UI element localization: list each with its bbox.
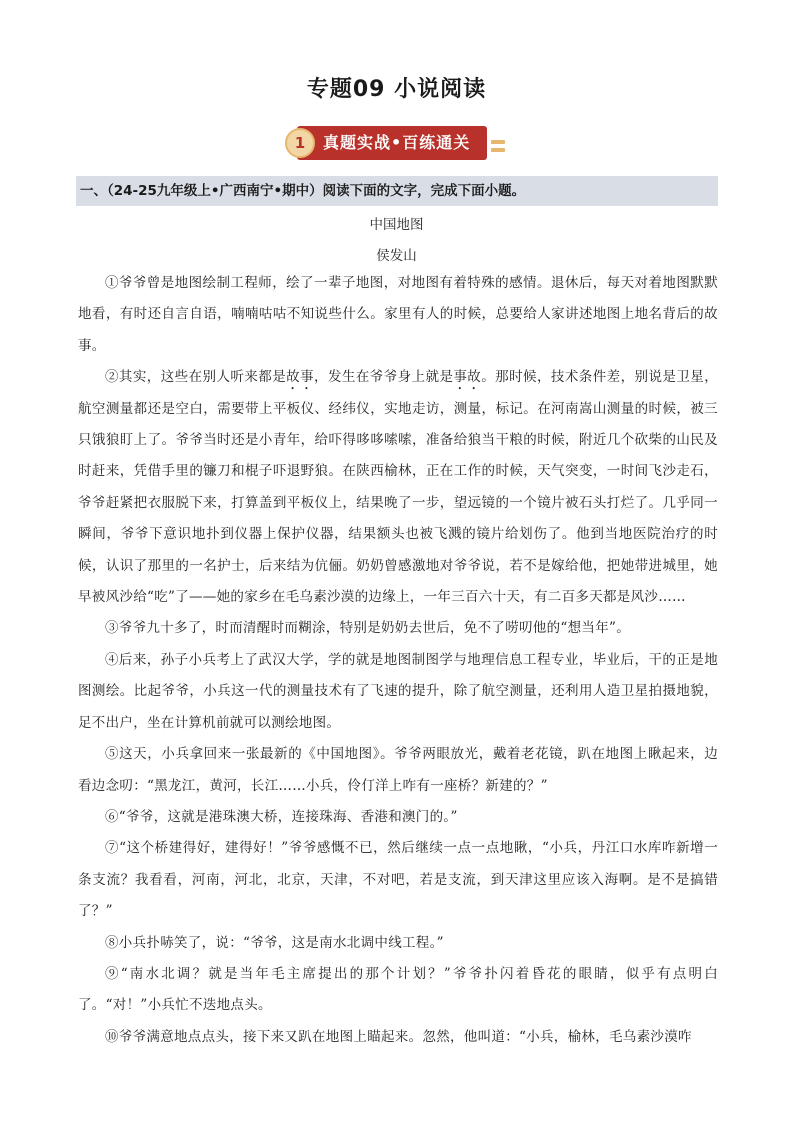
paragraph-6: ⑥“爷爷，这就是港珠澳大桥，连接珠海、香港和澳门的。” <box>105 808 458 825</box>
story-title: 中国地图 <box>369 217 424 233</box>
paragraph-1: ①爷爷曾是地图绘制工程师，绘了一辈子地图，对地图有着特殊的感情。退休后，每天对着地图默默地看，有时还自言自语，喃喃咕咕不知说些什么。家里有人的时候，总要给人家讲述地图上地名背后的故事。 <box>78 275 718 354</box>
paragraph-3: ③爷爷九十多了，时而清醒时而糊涂，特别是奶奶去世后，免不了唠叨他的“想当年”。 <box>105 620 631 637</box>
emphasized-word: 事故 <box>453 369 482 386</box>
section-banner <box>285 124 513 162</box>
story-author: 侯发山 <box>376 248 417 264</box>
paragraph-2-text: ，发生在爷爷身上就是 <box>314 369 454 386</box>
banner-decoration <box>491 140 505 144</box>
banner-decoration <box>491 148 505 152</box>
paragraph-10: ⑩爷爷满意地点点头，接下来又趴在地图上瞄起来。忽然，他叫道：“小兵，榆林，毛乌素沙漠咋 <box>105 1028 692 1045</box>
paragraph-2 <box>78 362 718 613</box>
paragraph-5: ⑤这天，小兵拿回来一张最新的《中国地图》。爷爷两眼放光，戴着老花镜，趴在地图上瞅起来，边看边念叨：“黑龙江，黄河，长江……小兵，伶仃洋上咋有一座桥？新建的？” <box>78 746 718 794</box>
banner-label: 真题实战•百练通关 <box>323 133 471 152</box>
paragraph-7: ⑦“这个桥建得好，建得好！”爷爷感慨不已，然后继续一点一点地瞅，“小兵，丹江口水库咋新增一条支流？我看看，河南，河北，北京，天津，不对吧，若是支流，到天津这里应该入海啊。是不是搞错了？” <box>78 840 718 920</box>
emphasized-word: 故事 <box>286 369 315 386</box>
paragraph-4: ④后来，孙子小兵考上了武汉大学，学的就是地图制图学与地理信息工程专业，毕业后，干的正是地图测绘。比起爷爷，小兵这一代的测量技术有了飞速的提升，除了航空测量，还利用人造卫星拍摄地貌，足不出户，坐在计算机前就可以测绘地图。 <box>78 651 718 731</box>
paragraph-2-text: 。那时候，技术条件差，别说是卫星，航空测量都还是空白，需要带上平板仪、经纬仪，实地走访，测量，标记。在河南嵩山测量的时候，被三只饿狼盯上了。爷爷当时还是小青年，给吓得哆哆嗦嗦，准备给狼当干粮的时候，附近几个砍柴的山民及时赶来，凭借手里的镰刀和棍子吓退野狼。在陕西榆林，正在工作的时候，天气突变，一时间飞沙走石，爷爷赶紧把衣服脱下来，打算盖到平板仪上，结果晚了一步，望远镜的一个镜片被石头打烂了。几乎同一瞬间，爷爷下意识地扑到仪器上保护仪器，结果额头也被飞溅的镜片给划伤了。他到当地医院治疗的时候，认识了那里的一名护士，后来结为伉俪。奶奶曾感激地对爷爷说，若不是嫁给他，把她带进城里，她早被风沙给“吃”了——她的家乡在毛乌素沙漠的边缘上，一年三百六十天，有二百多天都是风沙…… <box>78 369 718 606</box>
paragraph-2-text: ②其实，这些在别人听来都是 <box>105 369 287 386</box>
banner-number-badge: 1 <box>285 128 315 158</box>
paragraph-9: ⑨“南水北调？就是当年毛主席提出的那个计划？”爷爷扑闪着昏花的眼睛，似乎有点明白了。“对！”小兵忙不迭地点头。 <box>78 965 718 1014</box>
question-header: 一、（24-25九年级上•广西南宁•期中）阅读下面的文字，完成下面小题。 <box>76 176 718 206</box>
page-title: 专题09 小说阅读 <box>306 77 487 102</box>
story-body <box>78 268 718 1053</box>
paragraph-8: ⑧小兵扑哧笑了，说：“爷爷，这是南水北调中线工程。” <box>105 934 444 951</box>
